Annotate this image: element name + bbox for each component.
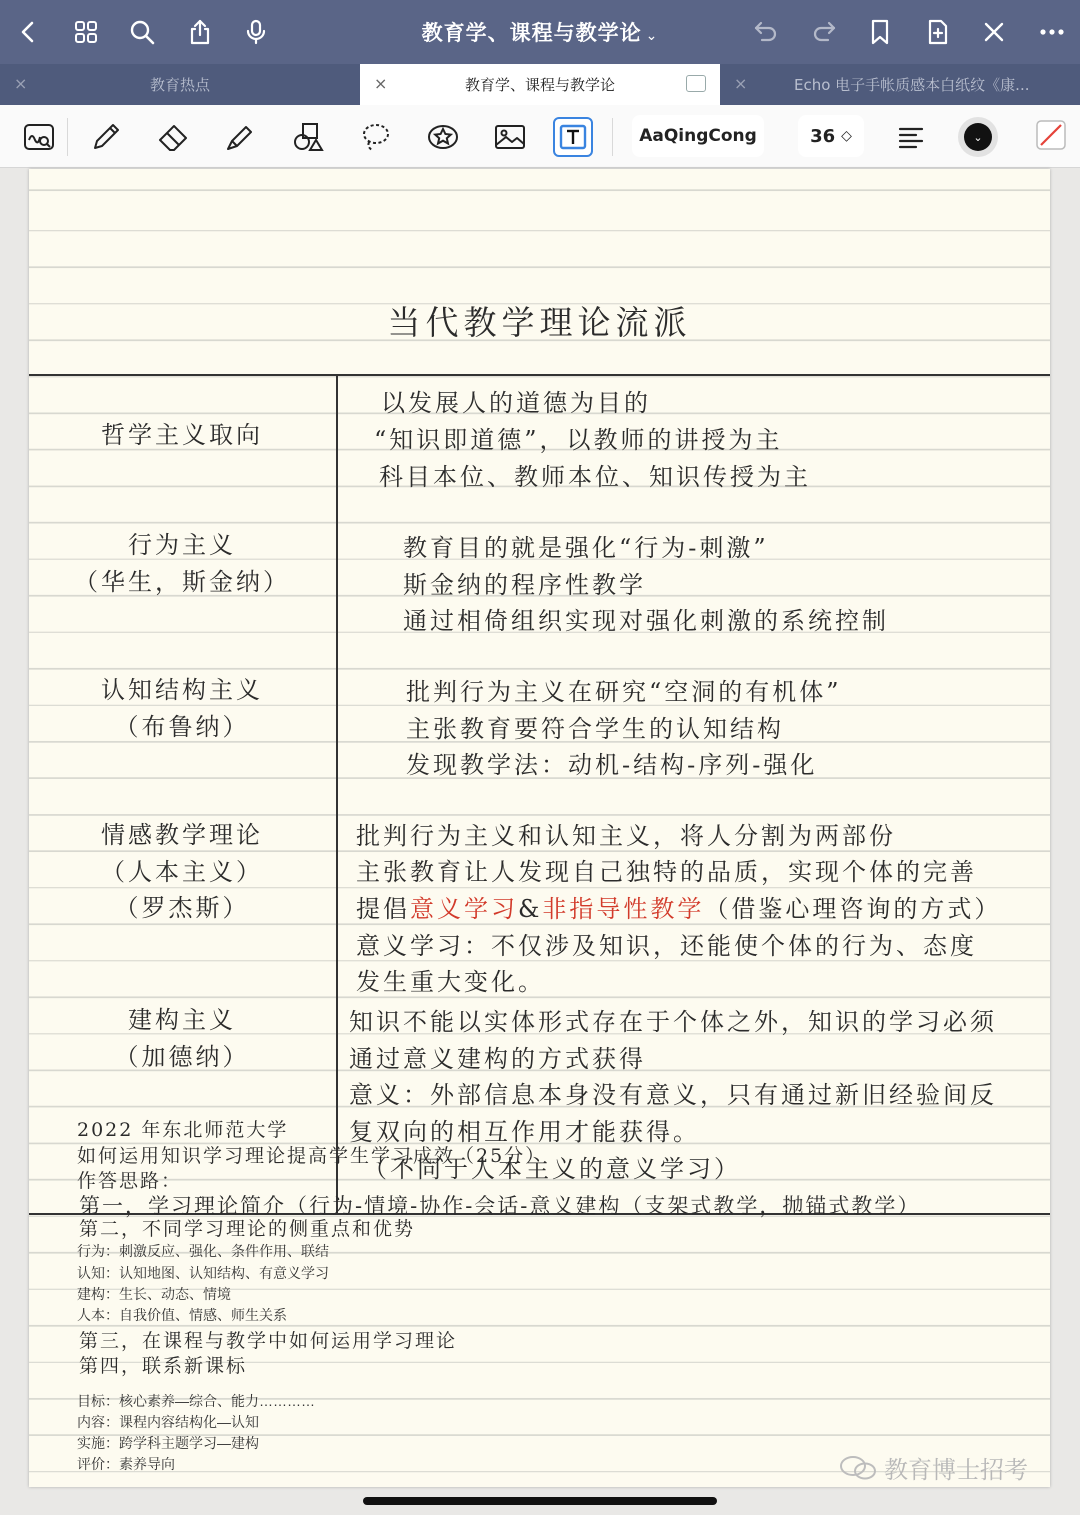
shape-icon[interactable] (288, 117, 328, 157)
exam-item: 建构：生长、动态、情境 (77, 1286, 231, 1302)
share-icon[interactable] (182, 14, 218, 50)
row-humanistic-sub: （人本主义） (101, 858, 263, 886)
row-philosophy-line: 科目本位、教师本位、知识传授为主 (379, 463, 811, 491)
grid-icon[interactable] (68, 14, 104, 50)
row-humanistic-line: 发生重大变化。 (356, 968, 545, 996)
row-behaviorism-sub: （华生，斯金纳） (74, 568, 290, 596)
toolbar-divider (67, 118, 68, 156)
close-x-icon[interactable] (976, 14, 1012, 50)
font-size-selector[interactable] (798, 115, 864, 157)
note-page[interactable] (29, 169, 1050, 1487)
row-constructivism-line: 意义：外部信息本身没有意义，只有通过新旧经验间反 (349, 1081, 997, 1109)
row-constructivism-label: 建构主义 (128, 1006, 236, 1034)
document-title[interactable] (390, 17, 690, 47)
no-fill-icon[interactable] (1031, 115, 1071, 155)
table-top-border (29, 374, 1050, 376)
tab-pedagogy[interactable] (360, 64, 720, 105)
exam-year: 2022 年东北师范大学 (77, 1119, 289, 1141)
exam-point-4: 第四，联系新课标 (79, 1355, 248, 1377)
chevron-down-icon: ⌄ (645, 28, 659, 44)
row-behaviorism-line: 通过相倚组织实现对强化刺激的系统控制 (403, 607, 889, 635)
exam-goal: 评价：素养导向 (77, 1456, 175, 1472)
home-indicator[interactable] (363, 1497, 717, 1505)
font-size-value: 36 (810, 125, 836, 147)
redo-icon[interactable] (806, 14, 842, 50)
row-philosophy-line: “知识即道德”，以教师的讲授为主 (374, 426, 783, 454)
row-cognitive-line: 批判行为主义在研究“空洞的有机体” (406, 678, 842, 706)
font-selector[interactable]: AaQingCong (632, 115, 764, 157)
tab-education-hot[interactable] (0, 64, 360, 105)
table-column-divider (336, 374, 338, 1214)
tab-label: Echo 电子手帐质感本白纸纹《康... (794, 76, 1030, 94)
row-humanistic-label: 情感教学理论 (101, 821, 263, 849)
highlight-meaningful-learning: 意义学习 (410, 895, 518, 923)
text-segment: 提倡 (356, 895, 410, 923)
mic-icon[interactable] (238, 14, 274, 50)
tab-echo-notebook[interactable] (720, 64, 1080, 105)
row-behaviorism-line: 斯金纳的程序性教学 (403, 571, 646, 599)
toolbar-divider (612, 118, 613, 156)
lasso-icon[interactable] (356, 117, 396, 157)
row-behaviorism-label: 行为主义 (128, 531, 236, 559)
tab-close-icon[interactable]: × (734, 74, 748, 93)
row-constructivism-line: 通过意义建构的方式获得 (349, 1045, 646, 1073)
row-humanistic-line: 批判行为主义和认知主义，将人分割为两部份 (356, 822, 896, 850)
more-icon[interactable] (1034, 14, 1070, 50)
search-icon[interactable] (124, 14, 160, 50)
row-constructivism-line: 复双向的相互作用才能获得。 (349, 1118, 700, 1146)
back-icon[interactable] (10, 14, 46, 50)
row-cognitive-line: 发现教学法：动机-结构-序列-强化 (406, 751, 818, 779)
exam-goal: 内容：课程内容结构化—认知 (77, 1414, 259, 1430)
exam-approach: 作答思路： (77, 1170, 183, 1192)
row-behaviorism-line: 教育目的就是强化“行为-刺激” (403, 534, 769, 562)
exam-item: 行为：刺激反应、强化、条件作用、联结 (77, 1243, 329, 1259)
top-nav-bar (0, 0, 1080, 64)
row-constructivism-line: （不同于人本主义的意义学习） (363, 1155, 741, 1183)
text-segment: （借鉴心理咨询的方式） (704, 895, 1002, 923)
highlight-nondirective-teaching: 非指导性教学 (542, 895, 705, 923)
handwriting-zoom-icon[interactable] (19, 117, 59, 157)
tab-label: 教育学、课程与教学论 (464, 76, 615, 94)
row-cognitive-sub: （布鲁纳） (114, 713, 250, 741)
tab-close-icon[interactable]: × (374, 74, 388, 93)
tab-label: 教育热点 (149, 76, 210, 94)
pen-icon[interactable] (86, 117, 126, 157)
stepper-arrows-icon: ◇ (841, 128, 852, 144)
chevron-down-icon: ⌄ (964, 123, 992, 151)
sticker-icon[interactable] (423, 117, 463, 157)
row-philosophy-label: 哲学主义取向 (101, 421, 263, 449)
row-cognitive-line: 主张教育要符合学生的认知结构 (406, 715, 784, 743)
text-align-icon[interactable] (891, 117, 931, 157)
document-title-text: 教育学、课程与教学论 (421, 21, 642, 45)
add-page-icon[interactable] (920, 14, 956, 50)
exam-item: 人本：自我价值、情感、师生关系 (77, 1307, 287, 1323)
exam-goal: 实施：跨学科主题学习—建构 (77, 1435, 259, 1451)
row-constructivism-sub: （加德纳） (114, 1043, 250, 1071)
watermark (838, 1450, 1028, 1485)
page-title: 当代教学理论流派 (387, 303, 692, 342)
image-icon[interactable] (490, 117, 530, 157)
row-humanistic-line: 主张教育让人发现自己独特的品质，实现个体的完善 (356, 858, 977, 886)
watermark-text: 教育博士招考 (884, 1456, 1028, 1484)
bookmark-icon[interactable] (862, 14, 898, 50)
exam-goal: 目标：核心素养—综合、能力………… (77, 1393, 315, 1409)
highlighter-icon[interactable] (220, 117, 260, 157)
exam-point-1: 第一，学习理论简介（行为-情境-协作-会话-意义建构（支架式教学，抛锚式教学） (79, 1194, 921, 1218)
row-humanistic-line-emphasis (356, 889, 1001, 924)
tab-bar (0, 64, 1080, 105)
exam-point-3: 第三，在课程与教学中如何运用学习理论 (79, 1330, 458, 1352)
text-tool-icon[interactable] (553, 117, 593, 157)
split-view-icon[interactable] (686, 75, 706, 92)
row-cognitive-label: 认知结构主义 (101, 676, 263, 704)
exam-point-2: 第二，不同学习理论的侧重点和优势 (79, 1218, 416, 1240)
exam-question: 如何运用知识学习理论提高学生学习成效（25分） (77, 1145, 547, 1167)
exam-item: 认知：认知地图、认知结构、有意义学习 (77, 1265, 329, 1281)
row-humanistic-sub: （罗杰斯） (114, 894, 250, 922)
row-humanistic-line: 意义学习：不仅涉及知识，还能使个体的行为、态度 (356, 932, 977, 960)
wechat-logo-icon (838, 1453, 878, 1483)
text-segment: & (518, 895, 543, 923)
row-philosophy-line: 以发展人的道德为目的 (381, 389, 651, 417)
eraser-icon[interactable] (153, 117, 193, 157)
color-picker[interactable] (958, 117, 998, 157)
undo-icon[interactable] (748, 14, 784, 50)
tab-close-icon[interactable]: × (14, 74, 28, 93)
row-constructivism-line: 知识不能以实体形式存在于个体之外，知识的学习必须 (349, 1008, 997, 1036)
